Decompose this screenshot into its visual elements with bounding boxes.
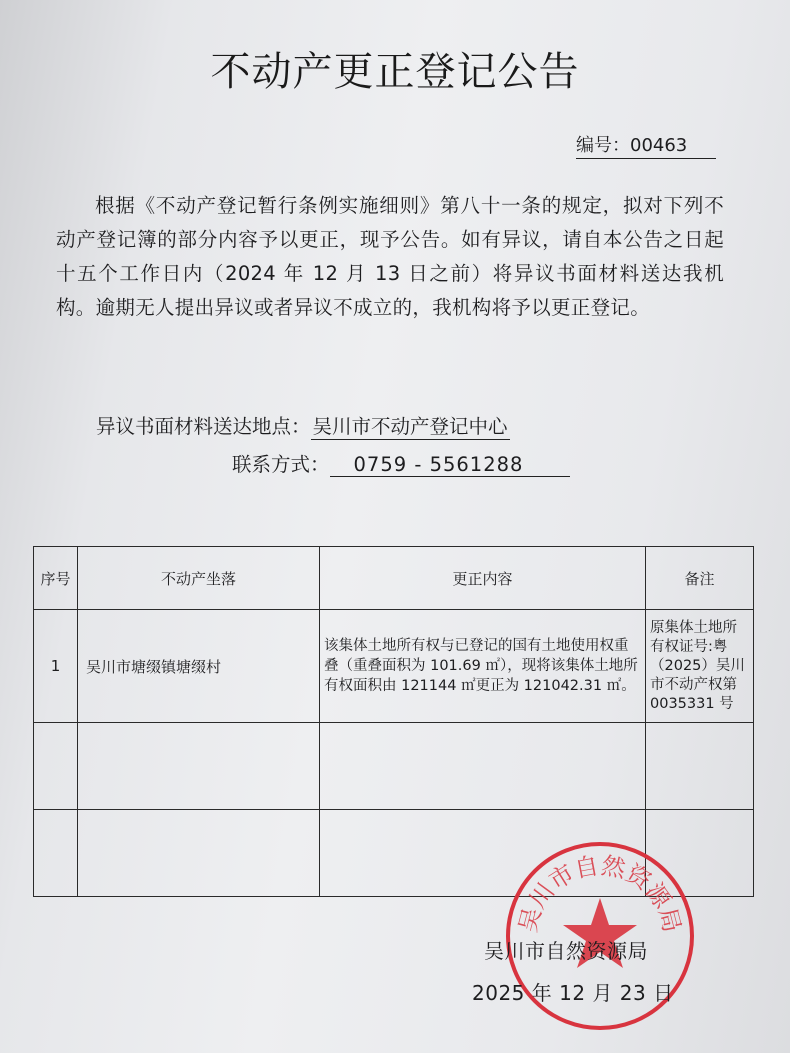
table-header-row xyxy=(34,547,754,610)
table-row xyxy=(34,610,754,723)
row-location xyxy=(78,723,320,810)
document-number: 编号：00463 xyxy=(576,131,716,159)
header-note: 备注 xyxy=(646,547,754,610)
seal-text: 吴川市自然资源局 xyxy=(513,851,687,936)
row-index: 1 xyxy=(34,610,78,723)
issuing-authority: 吴川市自然资源局 xyxy=(484,939,648,963)
issue-date: 2025 年 12 月 23 日 xyxy=(472,981,674,1005)
contact-info xyxy=(232,449,570,477)
row-location xyxy=(78,810,320,897)
header-location: 不动产坐落 xyxy=(78,547,320,610)
header-index: 序号 xyxy=(34,547,78,610)
notice-body: 根据《不动产登记暂行条例实施细则》第八十一条的规定，拟对下列不动产登记簿的部分内容予以更正，现予公告。如有异议，请自本公告之日起十五个工作日内（2024 年 12 月 13 日之前）将异议书面材料送达我机构。逾期无人提出异议或者异议不成立的，我机构将予以更正登记。 xyxy=(56,194,724,319)
row-correction: 该集体土地所有权与已登记的国有土地使用权重叠（重叠面积为 101.69 ㎡），现将该集体土地所有权面积由 121144 ㎡更正为 121042.31 ㎡。 xyxy=(320,610,646,723)
row-note: 原集体土地所有权证号:粤（2025）吴川市不动产权第 0035331 号 xyxy=(646,610,754,723)
header-correction: 更正内容 xyxy=(320,547,646,610)
row-index xyxy=(34,810,78,897)
row-index xyxy=(34,723,78,810)
contact-label: 联系方式： xyxy=(232,453,330,476)
row-location: 吴川市塘缀镇塘缀村 xyxy=(78,610,320,723)
notice-title: 不动产更正登记公告 xyxy=(210,49,580,95)
address-label: 异议书面材料送达地点： xyxy=(96,415,311,438)
objection-address xyxy=(96,411,510,439)
row-correction xyxy=(320,723,646,810)
table-row xyxy=(34,723,754,810)
row-note xyxy=(646,723,754,810)
contact-value: 0759 - 5561288 xyxy=(330,453,570,477)
address-value: 吴川市不动产登记中心 xyxy=(312,415,508,438)
